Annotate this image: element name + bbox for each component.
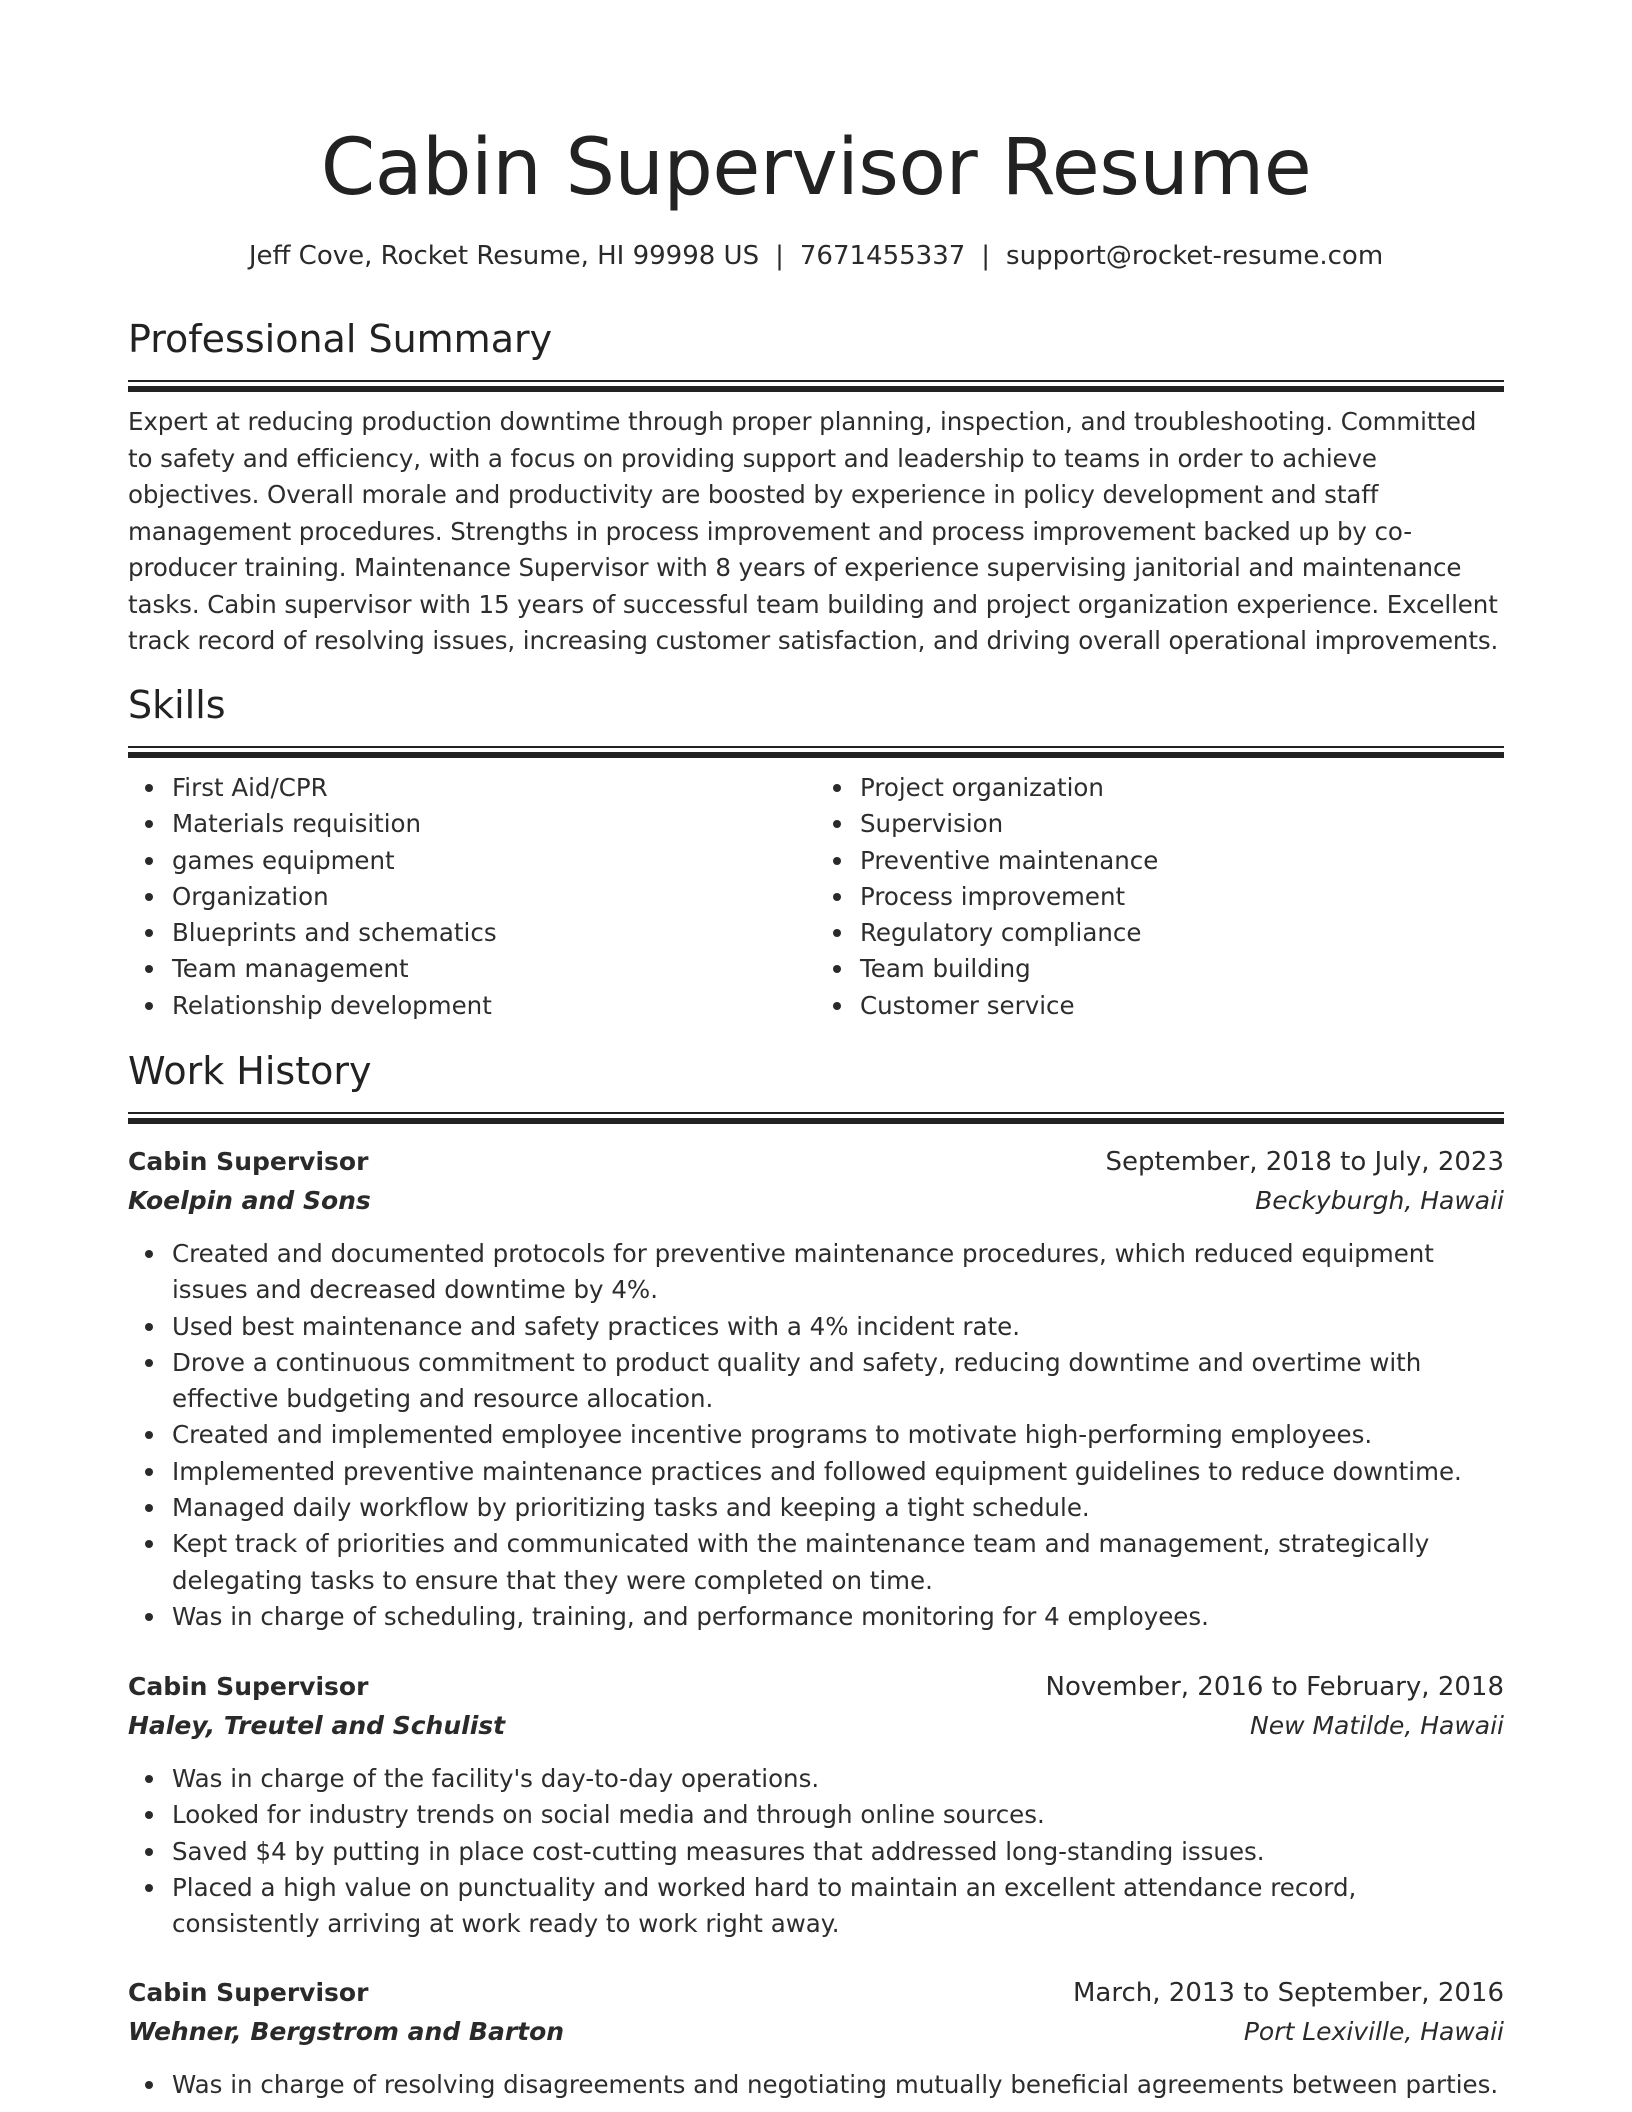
job-header-row	[128, 1669, 1504, 1708]
job-company: Haley, Treutel and Schulist	[128, 1711, 506, 1740]
contact-phone: 7671455337	[799, 241, 966, 271]
section-divider	[128, 746, 1504, 757]
summary-section	[128, 314, 1504, 660]
job-location: Beckyburgh, Hawaii	[1255, 1186, 1504, 1215]
duty-item: Looked for industry trends on social media and through online sources.	[172, 1797, 1504, 1833]
job-location: Port Lexiville, Hawaii	[1243, 2017, 1504, 2046]
contact-address: Jeff Cove, Rocket Resume, HI 99998 US	[248, 241, 760, 271]
job-company: Wehner, Bergstrom and Barton	[128, 2017, 565, 2046]
skill-item: Regulatory compliance	[860, 915, 1504, 951]
section-heading-summary: Professional Summary	[128, 317, 553, 361]
page-title: Cabin Supervisor Resume	[320, 123, 1312, 213]
skill-item: First Aid/CPR	[172, 770, 816, 806]
duty-item: Placed a high value on punctuality and worked hard to maintain an excellent attendance record, consistently arriving at work ready to work right away.	[172, 1870, 1504, 1943]
contact-line	[128, 236, 1504, 276]
duty-item: Managed daily workflow by prioritizing tasks and keeping a tight schedule.	[172, 1490, 1504, 1526]
contact-separator: |	[775, 241, 784, 271]
job-duties-list	[128, 1761, 1504, 1942]
job-company: Koelpin and Sons	[128, 1186, 371, 1215]
work-history-section	[128, 1046, 1504, 1123]
skill-item: Customer service	[860, 988, 1504, 1024]
skills-grid	[128, 770, 1504, 1024]
job-duties-list	[128, 2067, 1504, 2103]
job-subheader-row	[128, 1183, 1504, 1222]
job-entry	[128, 1975, 1504, 2103]
duty-item: Implemented preventive maintenance practices and followed equipment guidelines to reduce downtime.	[172, 1454, 1504, 1490]
skill-item: Preventive maintenance	[860, 843, 1504, 879]
job-title: Cabin Supervisor	[128, 1672, 369, 1701]
job-header-row	[128, 1975, 1504, 2014]
duty-item: Drove a continuous commitment to product quality and safety, reducing downtime and overtime with effective budgeting and resource allocation.	[172, 1345, 1504, 1418]
job-entry	[128, 1669, 1504, 1942]
skill-item: Organization	[172, 879, 816, 915]
job-title: Cabin Supervisor	[128, 1978, 369, 2007]
job-dates: September, 2018 to July, 2023	[1105, 1147, 1504, 1177]
skill-item: Team building	[860, 951, 1504, 987]
skill-item: Relationship development	[172, 988, 816, 1024]
duty-item: Was in charge of scheduling, training, and performance monitoring for 4 employees.	[172, 1599, 1504, 1635]
skills-column-right	[816, 770, 1504, 1024]
skill-item: games equipment	[172, 843, 816, 879]
skill-item: Team management	[172, 951, 816, 987]
skill-item: Blueprints and schematics	[172, 915, 816, 951]
section-heading-work-history: Work History	[128, 1049, 372, 1093]
skill-item: Supervision	[860, 806, 1504, 842]
duty-item: Created and implemented employee incentive programs to motivate high-performing employees.	[172, 1417, 1504, 1453]
duty-item: Was in charge of resolving disagreements and negotiating mutually beneficial agreements between parties.	[172, 2067, 1504, 2103]
skill-item: Project organization	[860, 770, 1504, 806]
job-duties-list	[128, 1236, 1504, 1635]
skills-column-left	[128, 770, 816, 1024]
summary-text: Expert at reducing production downtime through proper planning, inspection, and troubleshooting. Committed to safety and efficiency, with a focus on providing support and leadership to teams in order to achieve objectives. Overall morale and productivity are boosted by experience in policy development and staff management procedures. Strengths in process improvement and process improvement backed up by co-producer training. Maintenance Supervisor with 8 years of experience supervising janitorial and maintenance tasks. Cabin supervisor with 15 years of successful team building and project organization experience. Excellent track record of resolving issues, increasing customer satisfaction, and driving overall operational improvements.	[128, 407, 1499, 655]
contact-separator: |	[981, 241, 991, 271]
contact-email: support@rocket-resume.com	[1006, 241, 1384, 271]
skill-item: Process improvement	[860, 879, 1504, 915]
job-dates: November, 2016 to February, 2018	[1045, 1672, 1504, 1702]
job-header-row	[128, 1144, 1504, 1183]
job-entry	[128, 1144, 1504, 1635]
duty-item: Saved $4 by putting in place cost-cutting measures that addressed long-standing issues.	[172, 1834, 1504, 1870]
skills-section	[128, 680, 1504, 1024]
job-subheader-row	[128, 1708, 1504, 1747]
job-dates: March, 2013 to September, 2016	[1073, 1978, 1504, 2008]
duty-item: Created and documented protocols for preventive maintenance procedures, which reduced equipment issues and decreased downtime by 4%.	[172, 1236, 1504, 1309]
duty-item: Used best maintenance and safety practices with a 4% incident rate.	[172, 1309, 1504, 1345]
job-subheader-row	[128, 2014, 1504, 2053]
duty-item: Kept track of priorities and communicated with the maintenance team and management, strategically delegating tasks to ensure that they were completed on time.	[172, 1526, 1504, 1599]
job-location: New Matilde, Hawaii	[1250, 1711, 1504, 1740]
skill-item: Materials requisition	[172, 806, 816, 842]
section-divider	[128, 380, 1504, 391]
duty-item: Was in charge of the facility's day-to-day operations.	[172, 1761, 1504, 1797]
section-divider	[128, 1112, 1504, 1123]
section-heading-skills: Skills	[128, 683, 226, 727]
job-title: Cabin Supervisor	[128, 1147, 369, 1176]
